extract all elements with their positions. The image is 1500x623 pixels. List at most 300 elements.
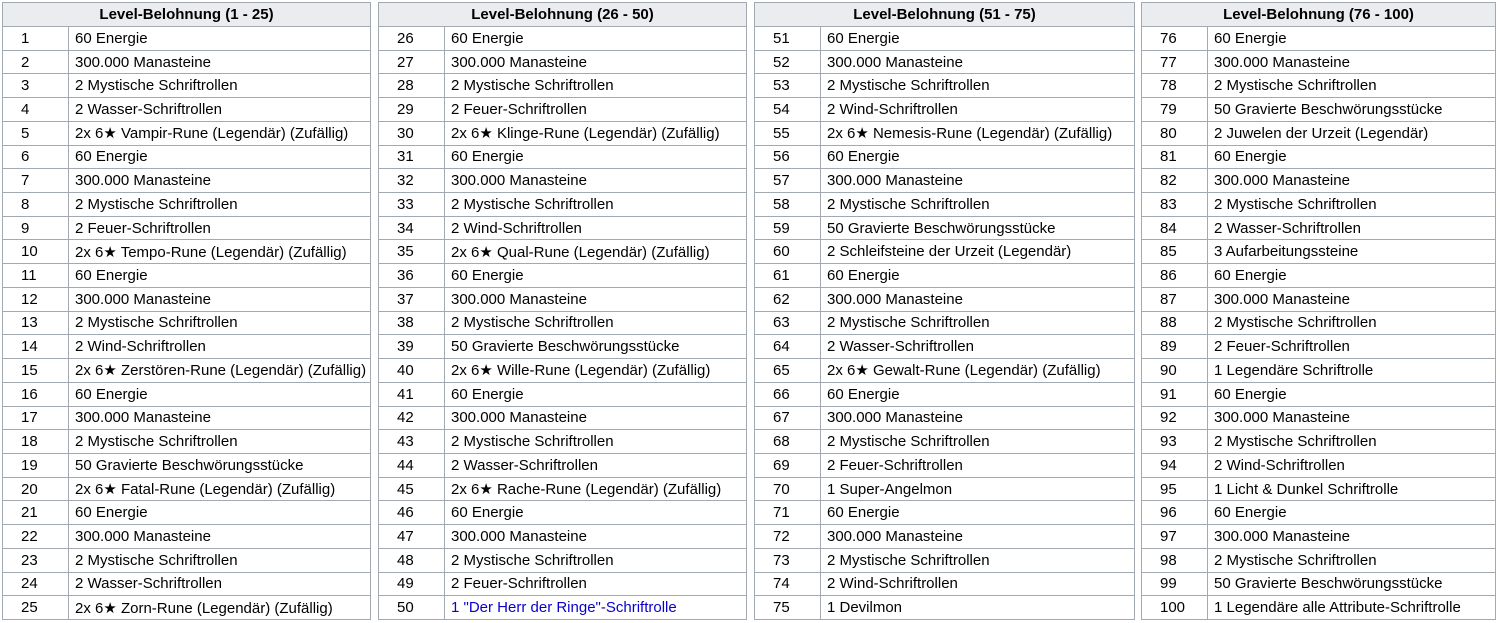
reward-cell: 60 Energie — [445, 264, 747, 288]
reward-cell: 60 Energie — [1208, 382, 1496, 406]
table-row — [1142, 264, 1496, 288]
reward-cell: 2 Feuer-Schriftrollen — [69, 216, 371, 240]
level-cell: 69 — [755, 453, 821, 477]
reward-cell: 60 Energie — [445, 145, 747, 169]
level-cell: 76 — [1142, 27, 1208, 51]
reward-cell: 2 Mystische Schriftrollen — [1208, 548, 1496, 572]
level-cell: 99 — [1142, 572, 1208, 596]
level-cell: 3 — [3, 74, 69, 98]
reward-cell: 2 Wind-Schriftrollen — [821, 98, 1135, 122]
level-cell: 60 — [755, 240, 821, 264]
reward-cell: 300.000 Manasteine — [445, 169, 747, 193]
table-row — [379, 382, 747, 406]
level-cell: 62 — [755, 287, 821, 311]
reward-cell: 2 Mystische Schriftrollen — [821, 548, 1135, 572]
reward-cell: 60 Energie — [445, 27, 747, 51]
reward-cell: 300.000 Manasteine — [821, 406, 1135, 430]
table-row — [379, 50, 747, 74]
table-row — [755, 430, 1135, 454]
table-row — [3, 430, 371, 454]
table-row — [1142, 430, 1496, 454]
reward-cell: 2 Wind-Schriftrollen — [821, 572, 1135, 596]
reward-cell: 2 Mystische Schriftrollen — [445, 548, 747, 572]
table-row — [379, 193, 747, 217]
level-reward-table-4 — [1141, 2, 1496, 620]
reward-cell: 300.000 Manasteine — [821, 525, 1135, 549]
table-row — [3, 169, 371, 193]
level-cell: 12 — [3, 287, 69, 311]
level-cell: 95 — [1142, 477, 1208, 501]
table-row — [1142, 311, 1496, 335]
level-cell: 19 — [3, 453, 69, 477]
table-row — [3, 121, 371, 145]
level-cell: 92 — [1142, 406, 1208, 430]
level-cell: 9 — [3, 216, 69, 240]
table-row — [379, 430, 747, 454]
table-row — [755, 548, 1135, 572]
table-row — [755, 193, 1135, 217]
table-row — [3, 193, 371, 217]
level-cell: 66 — [755, 382, 821, 406]
reward-cell: 50 Gravierte Beschwörungsstücke — [445, 335, 747, 359]
level-cell: 64 — [755, 335, 821, 359]
table-row — [379, 287, 747, 311]
reward-cell: 60 Energie — [69, 264, 371, 288]
level-cell: 85 — [1142, 240, 1208, 264]
level-cell: 50 — [379, 596, 445, 620]
table-row — [379, 501, 747, 525]
level-cell: 6 — [3, 145, 69, 169]
reward-cell: 2 Mystische Schriftrollen — [1208, 193, 1496, 217]
reward-cell: 50 Gravierte Beschwörungsstücke — [821, 216, 1135, 240]
reward-cell: 300.000 Manasteine — [69, 406, 371, 430]
reward-cell: 300.000 Manasteine — [445, 406, 747, 430]
reward-cell: 2x 6★ Fatal-Rune (Legendär) (Zufällig) — [69, 477, 371, 501]
table-row — [3, 382, 371, 406]
table-row — [379, 477, 747, 501]
table-row — [3, 311, 371, 335]
table-row — [379, 596, 747, 620]
level-cell: 52 — [755, 50, 821, 74]
table-row — [1142, 240, 1496, 264]
level-cell: 94 — [1142, 453, 1208, 477]
level-cell: 90 — [1142, 359, 1208, 383]
level-cell: 57 — [755, 169, 821, 193]
level-cell: 29 — [379, 98, 445, 122]
level-cell: 49 — [379, 572, 445, 596]
table-row — [755, 145, 1135, 169]
table-row — [755, 311, 1135, 335]
table-row — [3, 240, 371, 264]
reward-cell: 60 Energie — [445, 382, 747, 406]
reward-cell: 2 Wind-Schriftrollen — [445, 216, 747, 240]
level-cell: 32 — [379, 169, 445, 193]
reward-cell: 2 Mystische Schriftrollen — [69, 193, 371, 217]
level-cell: 88 — [1142, 311, 1208, 335]
reward-cell: 2x 6★ Wille-Rune (Legendär) (Zufällig) — [445, 359, 747, 383]
level-cell: 1 — [3, 27, 69, 51]
reward-cell: 300.000 Manasteine — [1208, 287, 1496, 311]
reward-cell: 2 Mystische Schriftrollen — [69, 548, 371, 572]
table-row — [1142, 74, 1496, 98]
level-cell: 67 — [755, 406, 821, 430]
level-cell: 72 — [755, 525, 821, 549]
table-row — [755, 572, 1135, 596]
level-cell: 38 — [379, 311, 445, 335]
level-cell: 77 — [1142, 50, 1208, 74]
level-cell: 97 — [1142, 525, 1208, 549]
table-row — [3, 98, 371, 122]
level-cell: 75 — [755, 596, 821, 620]
level-cell: 98 — [1142, 548, 1208, 572]
table-row — [3, 525, 371, 549]
reward-cell: 2 Wind-Schriftrollen — [1208, 453, 1496, 477]
reward-cell: 60 Energie — [821, 264, 1135, 288]
reward-cell: 2 Mystische Schriftrollen — [1208, 430, 1496, 454]
reward-cell: 300.000 Manasteine — [69, 50, 371, 74]
table-row — [379, 406, 747, 430]
reward-cell: 2x 6★ Rache-Rune (Legendär) (Zufällig) — [445, 477, 747, 501]
reward-cell: 2 Juwelen der Urzeit (Legendär) — [1208, 121, 1496, 145]
level-cell: 93 — [1142, 430, 1208, 454]
reward-cell: 60 Energie — [1208, 501, 1496, 525]
reward-cell: 50 Gravierte Beschwörungsstücke — [1208, 98, 1496, 122]
level-cell: 4 — [3, 98, 69, 122]
level-cell: 80 — [1142, 121, 1208, 145]
level-cell: 2 — [3, 50, 69, 74]
table-row — [755, 240, 1135, 264]
reward-cell: 60 Energie — [69, 27, 371, 51]
reward-cell: 2 Wasser-Schriftrollen — [1208, 216, 1496, 240]
level-reward-table-2 — [378, 2, 747, 620]
level-cell: 33 — [379, 193, 445, 217]
table-row — [1142, 477, 1496, 501]
level-cell: 84 — [1142, 216, 1208, 240]
reward-cell: 2 Wasser-Schriftrollen — [69, 98, 371, 122]
reward-link[interactable]: 1 "Der Herr der Ringe"-Schriftrolle — [445, 596, 747, 620]
table-row — [379, 240, 747, 264]
reward-cell: 2 Mystische Schriftrollen — [69, 430, 371, 454]
table-row — [379, 121, 747, 145]
level-cell: 87 — [1142, 287, 1208, 311]
table-row — [755, 264, 1135, 288]
reward-cell: 1 Legendäre Schriftrolle — [1208, 359, 1496, 383]
reward-cell: 1 Legendäre alle Attribute-Schriftrolle — [1208, 596, 1496, 620]
level-cell: 30 — [379, 121, 445, 145]
reward-cell: 1 Super-Angelmon — [821, 477, 1135, 501]
level-cell: 43 — [379, 430, 445, 454]
reward-cell: 300.000 Manasteine — [1208, 169, 1496, 193]
table-row — [755, 453, 1135, 477]
level-cell: 65 — [755, 359, 821, 383]
level-cell: 61 — [755, 264, 821, 288]
level-cell: 59 — [755, 216, 821, 240]
table-row — [3, 548, 371, 572]
reward-cell: 2 Mystische Schriftrollen — [445, 311, 747, 335]
table-title: Level-Belohnung (76 - 100) — [1142, 3, 1496, 27]
table-row — [379, 98, 747, 122]
table-row — [3, 596, 371, 620]
level-cell: 86 — [1142, 264, 1208, 288]
reward-cell: 300.000 Manasteine — [1208, 50, 1496, 74]
reward-cell: 3 Aufarbeitungssteine — [1208, 240, 1496, 264]
level-cell: 100 — [1142, 596, 1208, 620]
level-cell: 51 — [755, 27, 821, 51]
level-cell: 45 — [379, 477, 445, 501]
reward-cell: 300.000 Manasteine — [69, 169, 371, 193]
level-cell: 41 — [379, 382, 445, 406]
reward-cell: 2 Feuer-Schriftrollen — [445, 572, 747, 596]
table-row — [755, 477, 1135, 501]
reward-cell: 1 Devilmon — [821, 596, 1135, 620]
level-cell: 79 — [1142, 98, 1208, 122]
table-row — [3, 216, 371, 240]
level-cell: 17 — [3, 406, 69, 430]
level-cell: 28 — [379, 74, 445, 98]
reward-cell: 2 Wasser-Schriftrollen — [445, 453, 747, 477]
table-row — [755, 50, 1135, 74]
table-row — [379, 453, 747, 477]
table-row — [3, 477, 371, 501]
table-row — [379, 74, 747, 98]
reward-cell: 2 Wasser-Schriftrollen — [69, 572, 371, 596]
reward-cell: 2x 6★ Zerstören-Rune (Legendär) (Zufällig) — [69, 359, 371, 383]
reward-cell: 2 Mystische Schriftrollen — [821, 311, 1135, 335]
level-cell: 7 — [3, 169, 69, 193]
table-row — [1142, 359, 1496, 383]
reward-cell: 2 Schleifsteine der Urzeit (Legendär) — [821, 240, 1135, 264]
table-row — [1142, 287, 1496, 311]
level-cell: 74 — [755, 572, 821, 596]
level-cell: 73 — [755, 548, 821, 572]
table-row — [3, 453, 371, 477]
table-row — [1142, 121, 1496, 145]
level-cell: 89 — [1142, 335, 1208, 359]
reward-cell: 1 Licht & Dunkel Schriftrolle — [1208, 477, 1496, 501]
level-cell: 10 — [3, 240, 69, 264]
table-row — [3, 50, 371, 74]
table-row — [1142, 335, 1496, 359]
reward-cell: 300.000 Manasteine — [69, 287, 371, 311]
table-row — [755, 359, 1135, 383]
table-row — [379, 264, 747, 288]
reward-cell: 300.000 Manasteine — [445, 50, 747, 74]
reward-cell: 60 Energie — [69, 382, 371, 406]
level-cell: 31 — [379, 145, 445, 169]
reward-cell: 2x 6★ Klinge-Rune (Legendär) (Zufällig) — [445, 121, 747, 145]
reward-cell: 2 Mystische Schriftrollen — [69, 311, 371, 335]
reward-cell: 60 Energie — [69, 501, 371, 525]
table-title: Level-Belohnung (51 - 75) — [755, 3, 1135, 27]
table-row — [755, 98, 1135, 122]
reward-cell: 2x 6★ Gewalt-Rune (Legendär) (Zufällig) — [821, 359, 1135, 383]
level-cell: 78 — [1142, 74, 1208, 98]
table-title: Level-Belohnung (26 - 50) — [379, 3, 747, 27]
level-reward-table-1 — [2, 2, 371, 620]
level-cell: 53 — [755, 74, 821, 98]
table-row — [379, 359, 747, 383]
table-row — [1142, 572, 1496, 596]
reward-cell: 2 Wind-Schriftrollen — [69, 335, 371, 359]
level-cell: 54 — [755, 98, 821, 122]
table-row — [379, 145, 747, 169]
level-cell: 55 — [755, 121, 821, 145]
table-row — [1142, 382, 1496, 406]
table-row — [755, 501, 1135, 525]
table-row — [755, 287, 1135, 311]
level-cell: 35 — [379, 240, 445, 264]
table-row — [1142, 548, 1496, 572]
reward-cell: 300.000 Manasteine — [69, 525, 371, 549]
reward-cell: 60 Energie — [1208, 27, 1496, 51]
reward-cell: 2 Mystische Schriftrollen — [821, 193, 1135, 217]
level-cell: 46 — [379, 501, 445, 525]
table-row — [755, 382, 1135, 406]
reward-cell: 300.000 Manasteine — [445, 525, 747, 549]
level-cell: 81 — [1142, 145, 1208, 169]
table-row — [3, 74, 371, 98]
table-row — [379, 548, 747, 572]
reward-cell: 60 Energie — [445, 501, 747, 525]
level-cell: 40 — [379, 359, 445, 383]
table-row — [379, 525, 747, 549]
level-cell: 37 — [379, 287, 445, 311]
table-row — [755, 169, 1135, 193]
level-cell: 16 — [3, 382, 69, 406]
table-row — [755, 216, 1135, 240]
level-reward-table-3 — [754, 2, 1135, 620]
table-row — [1142, 406, 1496, 430]
table-row — [755, 525, 1135, 549]
level-cell: 27 — [379, 50, 445, 74]
table-row — [755, 27, 1135, 51]
reward-cell: 2 Feuer-Schriftrollen — [445, 98, 747, 122]
table-title: Level-Belohnung (1 - 25) — [3, 3, 371, 27]
table-row — [1142, 216, 1496, 240]
level-cell: 82 — [1142, 169, 1208, 193]
level-cell: 42 — [379, 406, 445, 430]
reward-cell: 2 Mystische Schriftrollen — [445, 193, 747, 217]
level-cell: 25 — [3, 596, 69, 620]
reward-cell: 300.000 Manasteine — [1208, 406, 1496, 430]
table-row — [1142, 193, 1496, 217]
table-row — [1142, 596, 1496, 620]
table-row — [1142, 27, 1496, 51]
table-row — [755, 406, 1135, 430]
reward-cell: 60 Energie — [821, 145, 1135, 169]
level-cell: 83 — [1142, 193, 1208, 217]
reward-cell: 2 Mystische Schriftrollen — [1208, 311, 1496, 335]
table-row — [755, 335, 1135, 359]
level-cell: 36 — [379, 264, 445, 288]
reward-cell: 2x 6★ Vampir-Rune (Legendär) (Zufällig) — [69, 121, 371, 145]
level-cell: 21 — [3, 501, 69, 525]
table-row — [3, 406, 371, 430]
reward-cell: 2 Feuer-Schriftrollen — [1208, 335, 1496, 359]
reward-cell: 2 Mystische Schriftrollen — [1208, 74, 1496, 98]
reward-cell: 300.000 Manasteine — [1208, 525, 1496, 549]
reward-cell: 300.000 Manasteine — [821, 50, 1135, 74]
table-row — [755, 74, 1135, 98]
table-row — [379, 335, 747, 359]
level-cell: 48 — [379, 548, 445, 572]
level-cell: 26 — [379, 27, 445, 51]
level-cell: 8 — [3, 193, 69, 217]
table-row — [379, 27, 747, 51]
level-cell: 24 — [3, 572, 69, 596]
level-cell: 14 — [3, 335, 69, 359]
level-cell: 70 — [755, 477, 821, 501]
reward-cell: 2 Feuer-Schriftrollen — [821, 453, 1135, 477]
reward-cell: 300.000 Manasteine — [821, 169, 1135, 193]
table-row — [3, 359, 371, 383]
table-row — [1142, 50, 1496, 74]
level-cell: 13 — [3, 311, 69, 335]
level-cell: 68 — [755, 430, 821, 454]
reward-cell: 60 Energie — [821, 27, 1135, 51]
level-cell: 56 — [755, 145, 821, 169]
table-row — [3, 145, 371, 169]
reward-cell: 2 Wasser-Schriftrollen — [821, 335, 1135, 359]
reward-cell: 60 Energie — [69, 145, 371, 169]
reward-cell: 2 Mystische Schriftrollen — [445, 430, 747, 454]
reward-cell: 60 Energie — [1208, 145, 1496, 169]
table-row — [379, 311, 747, 335]
level-cell: 71 — [755, 501, 821, 525]
reward-cell: 60 Energie — [1208, 264, 1496, 288]
table-row — [3, 501, 371, 525]
table-row — [1142, 453, 1496, 477]
reward-cell: 2x 6★ Tempo-Rune (Legendär) (Zufällig) — [69, 240, 371, 264]
level-cell: 63 — [755, 311, 821, 335]
reward-cell: 2 Mystische Schriftrollen — [821, 74, 1135, 98]
reward-cell: 50 Gravierte Beschwörungsstücke — [1208, 572, 1496, 596]
level-cell: 39 — [379, 335, 445, 359]
table-row — [3, 335, 371, 359]
reward-cell: 300.000 Manasteine — [445, 287, 747, 311]
reward-cell: 50 Gravierte Beschwörungsstücke — [69, 453, 371, 477]
level-cell: 58 — [755, 193, 821, 217]
reward-cell: 2x 6★ Zorn-Rune (Legendär) (Zufällig) — [69, 596, 371, 620]
table-row — [379, 572, 747, 596]
reward-cell: 2x 6★ Nemesis-Rune (Legendär) (Zufällig) — [821, 121, 1135, 145]
table-row — [3, 27, 371, 51]
table-row — [755, 596, 1135, 620]
level-cell: 5 — [3, 121, 69, 145]
table-row — [379, 216, 747, 240]
reward-cell: 2 Mystische Schriftrollen — [69, 74, 371, 98]
table-row — [3, 287, 371, 311]
table-row — [1142, 98, 1496, 122]
table-row — [755, 121, 1135, 145]
reward-cell: 2 Mystische Schriftrollen — [445, 74, 747, 98]
level-cell: 15 — [3, 359, 69, 383]
table-row — [3, 572, 371, 596]
reward-cell: 2x 6★ Qual-Rune (Legendär) (Zufällig) — [445, 240, 747, 264]
level-cell: 11 — [3, 264, 69, 288]
table-row — [379, 169, 747, 193]
level-cell: 20 — [3, 477, 69, 501]
reward-cell: 60 Energie — [821, 501, 1135, 525]
level-cell: 44 — [379, 453, 445, 477]
table-row — [1142, 525, 1496, 549]
table-row — [1142, 169, 1496, 193]
level-cell: 96 — [1142, 501, 1208, 525]
table-row — [1142, 145, 1496, 169]
level-cell: 22 — [3, 525, 69, 549]
level-cell: 18 — [3, 430, 69, 454]
reward-cell: 60 Energie — [821, 382, 1135, 406]
